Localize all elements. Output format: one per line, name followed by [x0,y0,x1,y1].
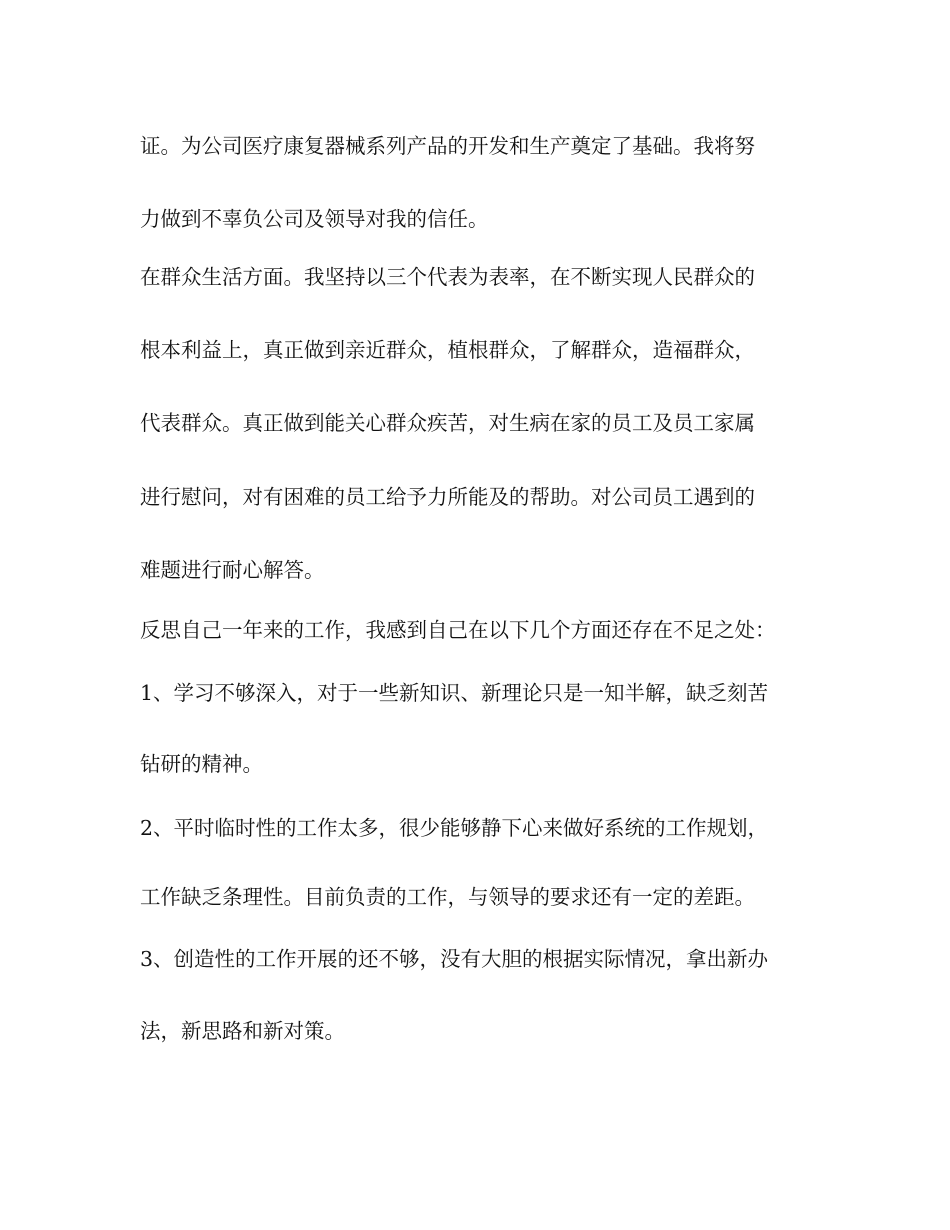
text-line-10: 钻研的精神。 [140,752,263,776]
text-line-13: 3、创造性的工作开展的还不够，没有大胆的根据实际情况，拿出新办 [140,947,769,971]
text-line-5: 代表群众。真正做到能关心群众疾苦，对生病在家的员工及员工家属 [140,411,755,435]
text-line-11: 2、平时临时性的工作太多，很少能够静下心来做好系统的工作规划， [140,816,769,840]
text-line-4: 根本利益上，真正做到亲近群众，植根群众，了解群众，造福群众， [140,338,755,362]
text-line-9: 1、学习不够深入，对于一些新知识、新理论只是一知半解，缺乏刻苦 [140,681,769,705]
text-line-1: 证。为公司医疗康复器械系列产品的开发和生产奠定了基础。我将努 [140,134,755,158]
text-line-8: 反思自己一年来的工作，我感到自己在以下几个方面还存在不足之处： [140,618,776,642]
text-line-6: 进行慰问，对有困难的员工给予力所能及的帮助。对公司员工遇到的 [140,485,755,509]
text-line-7: 难题进行耐心解答。 [140,558,325,582]
text-line-12: 工作缺乏条理性。目前负责的工作，与领导的要求还有一定的差距。 [140,885,755,909]
text-line-2: 力做到不辜负公司及领导对我的信任。 [140,207,489,231]
text-line-14: 法，新思路和新对策。 [140,1019,345,1043]
text-line-3: 在群众生活方面。我坚持以三个代表为表率，在不断实现人民群众的 [140,265,755,289]
